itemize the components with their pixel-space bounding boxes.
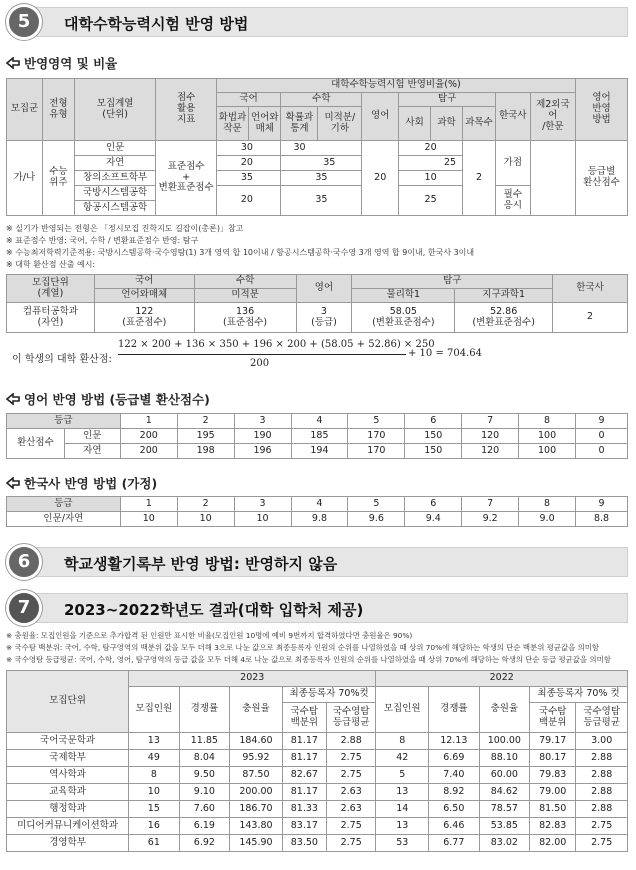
- subsection-title: 영어 반영 방법 (등급별 환산점수): [24, 392, 210, 407]
- score-cell: 150: [405, 429, 462, 444]
- header-inquiry: 탐구: [352, 275, 553, 289]
- value-cell: 2.75: [326, 835, 375, 852]
- header-science: 과학: [431, 107, 463, 141]
- value-cell: 186.70: [230, 801, 283, 818]
- math-cell: 35: [281, 186, 362, 216]
- table-row: [7, 835, 628, 852]
- header-cut: 최종등록자 70% 컷: [530, 687, 628, 703]
- score-cell: 8.8: [576, 512, 628, 527]
- grade-header: 9: [576, 414, 628, 429]
- type-cell: 수능 위주: [42, 141, 74, 216]
- note-line: ※ 국수영탐 등급평균: 국어, 수학, 영어, 탐구영역의 등급 값을 모두 더해 4로 나눈 값으로 최종등록자 인원의 순위를 나열하였을 때 상위 70%에 해당하는 학생의 단순 등급 평균값을 의미함: [6, 655, 611, 664]
- value-cell: 5: [376, 767, 429, 784]
- value-cell: 81.17: [282, 750, 326, 767]
- header-group: 모집군: [7, 79, 43, 141]
- kor-cell: 30: [216, 141, 281, 156]
- value-cell: 6.50: [429, 801, 480, 818]
- header-social: 사회: [399, 107, 431, 141]
- header-eng-method: 영어 반영 방법: [575, 79, 627, 141]
- header-math-2: 미적분/ 기하: [318, 107, 362, 141]
- header-year-2023: 2023: [129, 671, 376, 687]
- eng-method-cell: 등급별 환산점수: [575, 141, 627, 216]
- grade-header: 4: [291, 497, 348, 512]
- value-cell: 61: [129, 835, 180, 852]
- value-cell: 2.88: [576, 767, 628, 784]
- score-cell: 0: [576, 444, 628, 459]
- value-cell: 2.88: [576, 750, 628, 767]
- value-cell: 15: [129, 801, 180, 818]
- value-cell: 81.50: [530, 801, 576, 818]
- score-cell: 196: [234, 444, 291, 459]
- math-cell: 136 (표준점수): [194, 303, 296, 333]
- grade-header: 1: [120, 497, 177, 512]
- header-math-1: 확률과 통계: [281, 107, 318, 141]
- header-history: 한국사: [553, 275, 628, 303]
- score-cell: 200: [120, 444, 177, 459]
- value-cell: 13: [129, 733, 180, 750]
- kor-cell: 122 (표준점수): [94, 303, 194, 333]
- table-row: [7, 733, 628, 750]
- header-eng: 영어: [362, 93, 399, 141]
- value-cell: 2.75: [576, 818, 628, 835]
- header-history: 한국사: [495, 93, 530, 141]
- inq-cell: 25: [399, 186, 463, 216]
- row-name: 인문: [64, 429, 120, 444]
- header-kor: 국어: [94, 275, 194, 289]
- note-line: ※ 충원율: 모집인원을 기준으로 추가합격 된 인원만 표시한 비율(모집인원 10명에 예비 9번까지 합격하였다면 충원율은 90%): [6, 631, 413, 640]
- value-cell: 2.75: [326, 750, 375, 767]
- value-cell: 81.17: [282, 733, 326, 750]
- table-row: [7, 767, 628, 784]
- value-cell: 9.50: [179, 767, 230, 784]
- header-grade-avg: 국수영탐 등급평균: [326, 703, 375, 733]
- math-cell: 35: [281, 171, 362, 186]
- grade-header: 2: [177, 414, 234, 429]
- score-cell: 170: [348, 444, 405, 459]
- table-row: [7, 784, 628, 801]
- value-cell: 83.50: [282, 835, 326, 852]
- unit-name-cell: 행정학과: [7, 801, 129, 818]
- history-score-table: [6, 496, 628, 527]
- header-grade: 등급: [7, 414, 121, 429]
- section-title: 2023~2022학년도 결과(대학 입학처 제공): [64, 601, 364, 619]
- unit-name-cell: 교육학과: [7, 784, 129, 801]
- table-row: [7, 750, 628, 767]
- value-cell: 80.17: [530, 750, 576, 767]
- score-cell: 10: [120, 512, 177, 527]
- kor-cell: 20: [216, 186, 281, 216]
- table-row: [7, 801, 628, 818]
- value-cell: 2.63: [326, 784, 375, 801]
- value-cell: 79.17: [530, 733, 576, 750]
- value-cell: 9.10: [179, 784, 230, 801]
- value-cell: 2.88: [576, 784, 628, 801]
- kor-cell: 20: [216, 156, 281, 171]
- value-cell: 95.92: [230, 750, 283, 767]
- value-cell: 83.17: [282, 818, 326, 835]
- unit-cell: 항공시스템공학: [74, 201, 156, 216]
- subsection-heading: [6, 390, 210, 408]
- score-cell: 9.0: [519, 512, 576, 527]
- grade-header: 8: [519, 497, 576, 512]
- value-cell: 6.77: [429, 835, 480, 852]
- header-index: 점수 활용 지표: [156, 79, 216, 141]
- grade-header: 1: [120, 414, 177, 429]
- header-grade-avg: 국수영탐 등급평균: [576, 703, 628, 733]
- ratio-table: [6, 78, 628, 216]
- value-cell: 2.63: [326, 801, 375, 818]
- grade-header: 2: [177, 497, 234, 512]
- header-math: 수학: [194, 275, 296, 289]
- value-cell: 60.00: [479, 767, 530, 784]
- header-type: 전형 유형: [42, 79, 74, 141]
- value-cell: 16: [129, 818, 180, 835]
- value-cell: 13: [376, 784, 429, 801]
- score-cell: 10: [177, 512, 234, 527]
- note-line: ※ 대학 환산점 산출 예시:: [6, 260, 96, 269]
- subsection-title: 한국사 반영 방법 (가정): [24, 476, 158, 491]
- subsection-title: 반영영역 및 비율: [24, 56, 118, 71]
- results-table: [6, 670, 628, 852]
- value-cell: 8: [376, 733, 429, 750]
- note-line: ※ 실기가 반영되는 전형은 「정시모집 진학지도 길잡이(총론)」참고: [6, 224, 244, 233]
- section-number-badge: 6: [6, 544, 42, 580]
- section-7-header: [6, 590, 628, 626]
- header-kor-1: 화법과 작문: [216, 107, 248, 141]
- note-line: ※ 국수탐 백분위: 국어, 수학, 탐구영역의 백분위 값을 모두 더해 3으로 나눈 값으로 최종등록자 인원의 순위를 나열하였을 때 상위 70%에 해당하는 학생의 단순 백분위 평균값을 의미함: [6, 643, 600, 652]
- header-quota: 모집인원: [129, 687, 180, 733]
- formula-result: + 10 = 704.64: [408, 348, 483, 359]
- score-cell: 10: [234, 512, 291, 527]
- grade-header: 5: [348, 497, 405, 512]
- header-inq-1: 물리학1: [352, 289, 455, 303]
- score-cell: 100: [519, 429, 576, 444]
- value-cell: 8.04: [179, 750, 230, 767]
- header-kor-2: 언어와 매체: [249, 107, 281, 141]
- value-cell: 6.92: [179, 835, 230, 852]
- score-cell: 195: [177, 429, 234, 444]
- value-cell: 42: [376, 750, 429, 767]
- eng-cell: 20: [362, 141, 399, 216]
- score-cell: 120: [462, 429, 519, 444]
- inq-cell: 25: [399, 156, 463, 171]
- value-cell: 100.00: [479, 733, 530, 750]
- header-unit: 모집계열 (단위): [74, 79, 156, 141]
- score-cell: 9.8: [291, 512, 348, 527]
- section-number-badge: 7: [6, 590, 42, 626]
- formula-denominator: 200: [250, 358, 270, 369]
- arrow-icon: [6, 477, 20, 489]
- header-percentile: 국수탐 백분위: [282, 703, 326, 733]
- unit-name-cell: 역사학과: [7, 767, 129, 784]
- value-cell: 7.40: [429, 767, 480, 784]
- math-cell: 35: [281, 156, 362, 171]
- header-kor-sub: 언어와매체: [94, 289, 194, 303]
- kor-cell: 35: [216, 171, 281, 186]
- value-cell: 11.85: [179, 733, 230, 750]
- math-cell: 30: [281, 141, 362, 156]
- row-name: 인문/자연: [7, 512, 121, 527]
- value-cell: 6.69: [429, 750, 480, 767]
- score-cell: 194: [291, 444, 348, 459]
- fraction-line: [118, 354, 406, 355]
- header-percentile: 국수탐 백분위: [530, 703, 576, 733]
- inq-cell: 20: [399, 141, 463, 156]
- unit-cell: 컴퓨터공학과 (자연): [7, 303, 95, 333]
- value-cell: 83.02: [479, 835, 530, 852]
- inq1-cell: 58.05 (변환표준점수): [352, 303, 455, 333]
- formula-numerator: 122 × 200 + 136 × 350 + 196 × 200 + (58.05 + 52.86) × 250: [118, 339, 435, 350]
- score-cell: 170: [348, 429, 405, 444]
- value-cell: 6.19: [179, 818, 230, 835]
- value-cell: 53.85: [479, 818, 530, 835]
- score-cell: 9.6: [348, 512, 405, 527]
- inq2-cell: 52.86 (변환표준점수): [455, 303, 553, 333]
- value-cell: 14: [376, 801, 429, 818]
- grade-header: 3: [234, 497, 291, 512]
- value-cell: 82.83: [530, 818, 576, 835]
- value-cell: 200.00: [230, 784, 283, 801]
- value-cell: 78.57: [479, 801, 530, 818]
- arrow-icon: [6, 57, 20, 69]
- section-6-header: [6, 544, 628, 580]
- value-cell: 184.60: [230, 733, 283, 750]
- score-cell: 0: [576, 429, 628, 444]
- history-required-cell: 필수 응시: [495, 186, 530, 216]
- subsection-heading: [6, 474, 157, 492]
- value-cell: 82.00: [530, 835, 576, 852]
- value-cell: 81.17: [282, 784, 326, 801]
- arrow-icon: [6, 393, 20, 405]
- value-cell: 2.75: [326, 767, 375, 784]
- section-title: 대학수학능력시험 반영 방법: [64, 15, 249, 33]
- value-cell: 2.75: [576, 835, 628, 852]
- score-cell: 9.2: [462, 512, 519, 527]
- section-5-header: [6, 4, 628, 40]
- grade-header: 7: [462, 414, 519, 429]
- value-cell: 82.67: [282, 767, 326, 784]
- grade-header: 4: [291, 414, 348, 429]
- value-cell: 3.00: [576, 733, 628, 750]
- header-unit: 모집단위 (계열): [7, 275, 95, 303]
- score-label: 환산점수: [7, 429, 65, 459]
- value-cell: 84.62: [479, 784, 530, 801]
- history-cell: 가점: [495, 141, 530, 186]
- index-cell: 표준점수 + 변환표준점수: [156, 141, 216, 216]
- unit-name-cell: 미디어커뮤니케이션학과: [7, 818, 129, 835]
- value-cell: 10: [129, 784, 180, 801]
- header-year-2022: 2022: [376, 671, 628, 687]
- example-table: [6, 274, 628, 333]
- formula-label: 이 학생의 대학 환산점:: [12, 354, 112, 365]
- header-l2: 제2외국어 /한문: [530, 93, 575, 141]
- value-cell: 87.50: [230, 767, 283, 784]
- note-line: ※ 수능최저학력기준적용: 국방시스템공학·국수영탐(1) 3개 영역 합 10이내 / 항공시스템공학·국수영 3개 영역 합 9이내, 한국사 3이내: [6, 248, 475, 257]
- score-cell: 150: [405, 444, 462, 459]
- value-cell: 7.60: [179, 801, 230, 818]
- value-cell: 8.92: [429, 784, 480, 801]
- header-fill-rate: 충원율: [230, 687, 283, 733]
- section-title: 학교생활기록부 반영 방법: 반영하지 않음: [64, 555, 338, 573]
- grade-header: 6: [405, 497, 462, 512]
- header-math: 수학: [281, 93, 362, 107]
- header-kor: 국어: [216, 93, 281, 107]
- value-cell: 12.13: [429, 733, 480, 750]
- value-cell: 2.88: [326, 733, 375, 750]
- value-cell: 2.88: [576, 801, 628, 818]
- unit-cell: 인문: [74, 141, 156, 156]
- value-cell: 49: [129, 750, 180, 767]
- subsection-heading: [6, 54, 117, 72]
- score-cell: 190: [234, 429, 291, 444]
- value-cell: 79.00: [530, 784, 576, 801]
- header-subject-count: 과목수: [463, 107, 496, 141]
- grade-header: 7: [462, 497, 519, 512]
- section-number-badge: 5: [6, 4, 42, 40]
- header-competition: 경쟁률: [179, 687, 230, 733]
- grade-header: 8: [519, 414, 576, 429]
- value-cell: 143.80: [230, 818, 283, 835]
- value-cell: 6.46: [429, 818, 480, 835]
- unit-cell: 자연: [74, 156, 156, 171]
- score-cell: 120: [462, 444, 519, 459]
- score-cell: 100: [519, 444, 576, 459]
- group-cell: 가/나: [7, 141, 43, 216]
- grade-header: 3: [234, 414, 291, 429]
- unit-name-cell: 국어국문학과: [7, 733, 129, 750]
- history-cell: 2: [553, 303, 628, 333]
- value-cell: 8: [129, 767, 180, 784]
- header-eng: 영어: [296, 275, 352, 303]
- l2-cell: [530, 141, 575, 216]
- row-name: 자연: [64, 444, 120, 459]
- header-ratio: 대학수학능력시험 반영비율(%): [216, 79, 575, 93]
- value-cell: 13: [376, 818, 429, 835]
- unit-name-cell: 국제학부: [7, 750, 129, 767]
- header-fill-rate: 충원율: [479, 687, 530, 733]
- value-cell: 53: [376, 835, 429, 852]
- inq-cell: 10: [399, 171, 463, 186]
- score-cell: 9.4: [405, 512, 462, 527]
- header-inquiry: 탐구: [399, 93, 496, 107]
- header-cut: 최종등록자 70%컷: [282, 687, 376, 703]
- value-cell: 145.90: [230, 835, 283, 852]
- score-cell: 185: [291, 429, 348, 444]
- header-math-sub: 미적분: [194, 289, 296, 303]
- value-cell: 79.83: [530, 767, 576, 784]
- unit-cell: 국방시스템공학: [74, 186, 156, 201]
- header-unit: 모집단위: [7, 671, 129, 733]
- grade-header: 9: [576, 497, 628, 512]
- score-cell: 200: [120, 429, 177, 444]
- unit-cell: 창의소프트학부: [74, 171, 156, 186]
- inq-count-cell: 2: [463, 141, 496, 216]
- header-quota: 모집인원: [376, 687, 429, 733]
- value-cell: 88.10: [479, 750, 530, 767]
- score-cell: 198: [177, 444, 234, 459]
- unit-name-cell: 경영학부: [7, 835, 129, 852]
- header-competition: 경쟁률: [429, 687, 480, 733]
- value-cell: 81.33: [282, 801, 326, 818]
- english-score-table: [6, 413, 628, 459]
- header-grade: 등급: [7, 497, 121, 512]
- grade-header: 5: [348, 414, 405, 429]
- eng-cell: 3 (등급): [296, 303, 352, 333]
- note-line: ※ 표준점수 반영: 국어, 수학 / 변환표준점수 반영: 탐구: [6, 236, 199, 245]
- value-cell: 2.75: [326, 818, 375, 835]
- table-row: [7, 818, 628, 835]
- grade-header: 6: [405, 414, 462, 429]
- header-inq-2: 지구과학1: [455, 289, 553, 303]
